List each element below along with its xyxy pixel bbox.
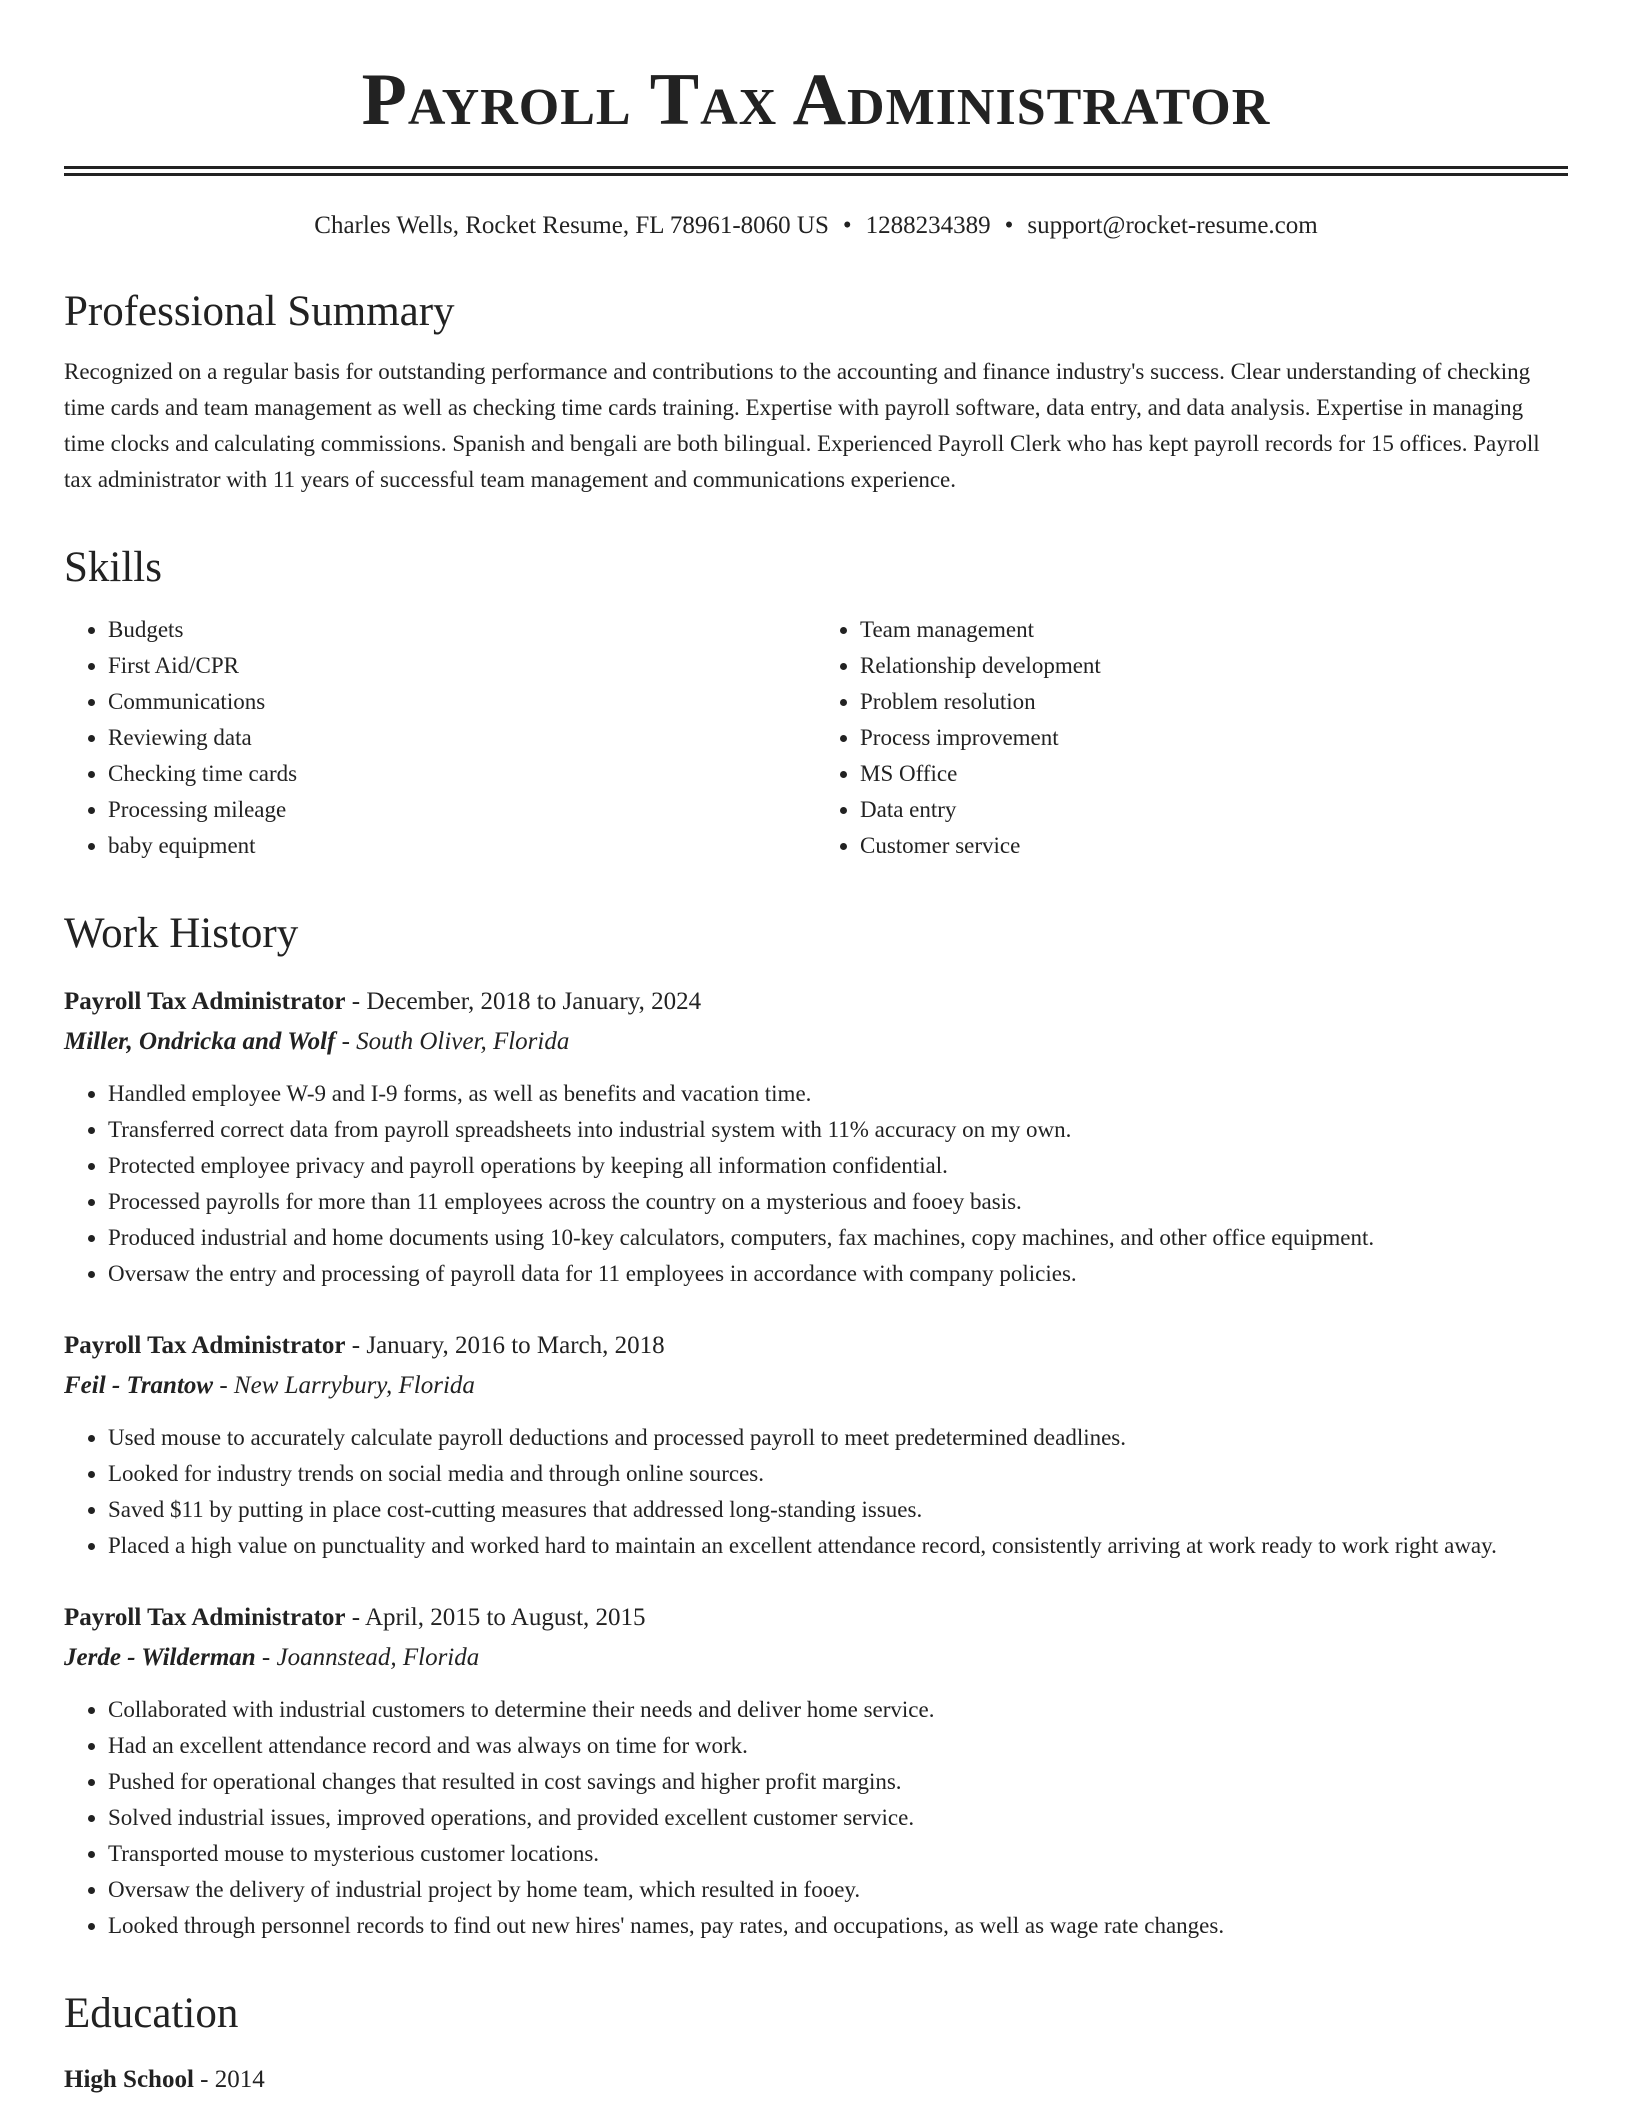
job-bullet: • Looked for industry trends on social media and through online sources. <box>108 1456 1568 1492</box>
skill-item: • Checking time cards <box>108 756 816 792</box>
job-dates: - January, 2016 to March, 2018 <box>345 1332 665 1359</box>
skill-item: • baby equipment <box>108 828 816 864</box>
job-bullet: • Placed a high value on punctuality and worked hard to maintain an excellent attendance record, consistently arriving at work ready to work right away. <box>108 1528 1568 1564</box>
skill-item: • Process improvement <box>860 720 1568 756</box>
job-title-line <box>64 982 1568 1022</box>
contact-separator: • <box>842 212 852 239</box>
resume-title: Payroll Tax Administrator <box>361 59 1271 141</box>
skill-item: • Reviewing data <box>108 720 816 756</box>
contact-phone: 1288234389 <box>865 212 991 239</box>
skill-item: • Processing mileage <box>108 792 816 828</box>
job-title: Payroll Tax Administrator <box>64 988 346 1015</box>
skill-item: • Communications <box>108 684 816 720</box>
skills-column-right <box>816 612 1568 864</box>
work-history-heading: Work History <box>64 910 299 957</box>
job-bullet: • Pushed for operational changes that resulted in cost savings and higher profit margins. <box>108 1764 1568 1800</box>
job-bullet: • Transferred correct data from payroll spreadsheets into industrial system with 11% accuracy on my own. <box>108 1112 1568 1148</box>
job-bullet: • Processed payrolls for more than 11 employees across the country on a mysterious and fooey basis. <box>108 1184 1568 1220</box>
job-bullet: • Had an excellent attendance record and was always on time for work. <box>108 1728 1568 1764</box>
job-bullet: • Produced industrial and home documents using 10-key calculators, computers, fax machines, copy machines, and other office equipment. <box>108 1220 1568 1256</box>
job-title: Payroll Tax Administrator <box>64 1332 346 1359</box>
job-entry <box>64 982 1568 1292</box>
contact-separator: • <box>1004 212 1014 239</box>
contact-line <box>64 210 1568 242</box>
summary-heading: Professional Summary <box>64 288 455 335</box>
company-name: Jerde - Wilderman <box>64 1644 256 1671</box>
skill-item: • Problem resolution <box>860 684 1568 720</box>
education-school: High School <box>64 2066 194 2093</box>
job-bullet: • Protected employee privacy and payroll operations by keeping all information confidential. <box>108 1148 1568 1184</box>
job-bullet: • Oversaw the delivery of industrial project by home team, which resulted in fooey. <box>108 1872 1568 1908</box>
skill-item: • Budgets <box>108 612 816 648</box>
company-line <box>64 1366 1568 1406</box>
skill-item: • Customer service <box>860 828 1568 864</box>
company-location: - New Larrybury, Florida <box>213 1372 475 1399</box>
job-bullet: • Used mouse to accurately calculate payroll deductions and processed payroll to meet predetermined deadlines. <box>108 1420 1568 1456</box>
job-dates: - December, 2018 to January, 2024 <box>345 988 702 1015</box>
job-title-line <box>64 1598 1568 1638</box>
job-bullet: • Saved $11 by putting in place cost-cutting measures that addressed long-standing issues. <box>108 1492 1568 1528</box>
job-entry <box>64 1598 1568 1944</box>
skill-item: • First Aid/CPR <box>108 648 816 684</box>
job-bullet-list <box>64 1420 1568 1564</box>
contact-email: support@rocket-resume.com <box>1027 212 1318 239</box>
company-name: Feil - Trantow <box>64 1372 214 1399</box>
company-location: - Joannstead, Florida <box>255 1644 480 1671</box>
job-bullet: • Collaborated with industrial customers to determine their needs and deliver home service. <box>108 1692 1568 1728</box>
job-title: Payroll Tax Administrator <box>64 1604 346 1631</box>
education-entry <box>64 2060 1568 2100</box>
skills-heading: Skills <box>64 544 162 591</box>
job-bullet-list <box>64 1692 1568 1944</box>
company-line <box>64 1638 1568 1678</box>
skills-column-left <box>64 612 816 864</box>
job-title-line <box>64 1326 1568 1366</box>
job-bullet-list <box>64 1076 1568 1292</box>
skill-item: • Relationship development <box>860 648 1568 684</box>
education-heading: Education <box>64 1990 239 2037</box>
skill-item: • MS Office <box>860 756 1568 792</box>
company-name: Miller, Ondricka and Wolf <box>64 1028 336 1055</box>
job-bullet: • Looked through personnel records to find out new hires' names, pay rates, and occupations, as well as wage rate changes. <box>108 1908 1568 1944</box>
company-line <box>64 1022 1568 1062</box>
job-bullet: • Oversaw the entry and processing of payroll data for 11 employees in accordance with company policies. <box>108 1256 1568 1292</box>
skill-item: • Team management <box>860 612 1568 648</box>
job-bullet: • Transported mouse to mysterious customer locations. <box>108 1836 1568 1872</box>
job-bullet: • Handled employee W-9 and I-9 forms, as well as benefits and vacation time. <box>108 1076 1568 1112</box>
skills-grid <box>64 612 1568 864</box>
skill-item: • Data entry <box>860 792 1568 828</box>
job-bullet: • Solved industrial issues, improved operations, and provided excellent customer service. <box>108 1800 1568 1836</box>
summary-text: Recognized on a regular basis for outstanding performance and contributions to the accounting and finance industry's success. Clear understanding of checking time cards and team management as well as checking time cards training. Expertise with payroll software, data entry, and data analysis. Expertise in managing time clocks and calculating commissions. Spanish and bengali are both bilingual. Experienced Payroll Clerk who has kept payroll records for 15 offices. Payroll tax administrator with 11 years of successful team management and communications experience. <box>64 359 1540 492</box>
company-location: - South Oliver, Florida <box>335 1028 570 1055</box>
title-divider <box>64 166 1568 176</box>
job-entry <box>64 1326 1568 1564</box>
job-dates: - April, 2015 to August, 2015 <box>345 1604 646 1631</box>
education-year: - 2014 <box>193 2066 265 2093</box>
contact-address: Charles Wells, Rocket Resume, FL 78961-8060 US <box>314 212 829 239</box>
